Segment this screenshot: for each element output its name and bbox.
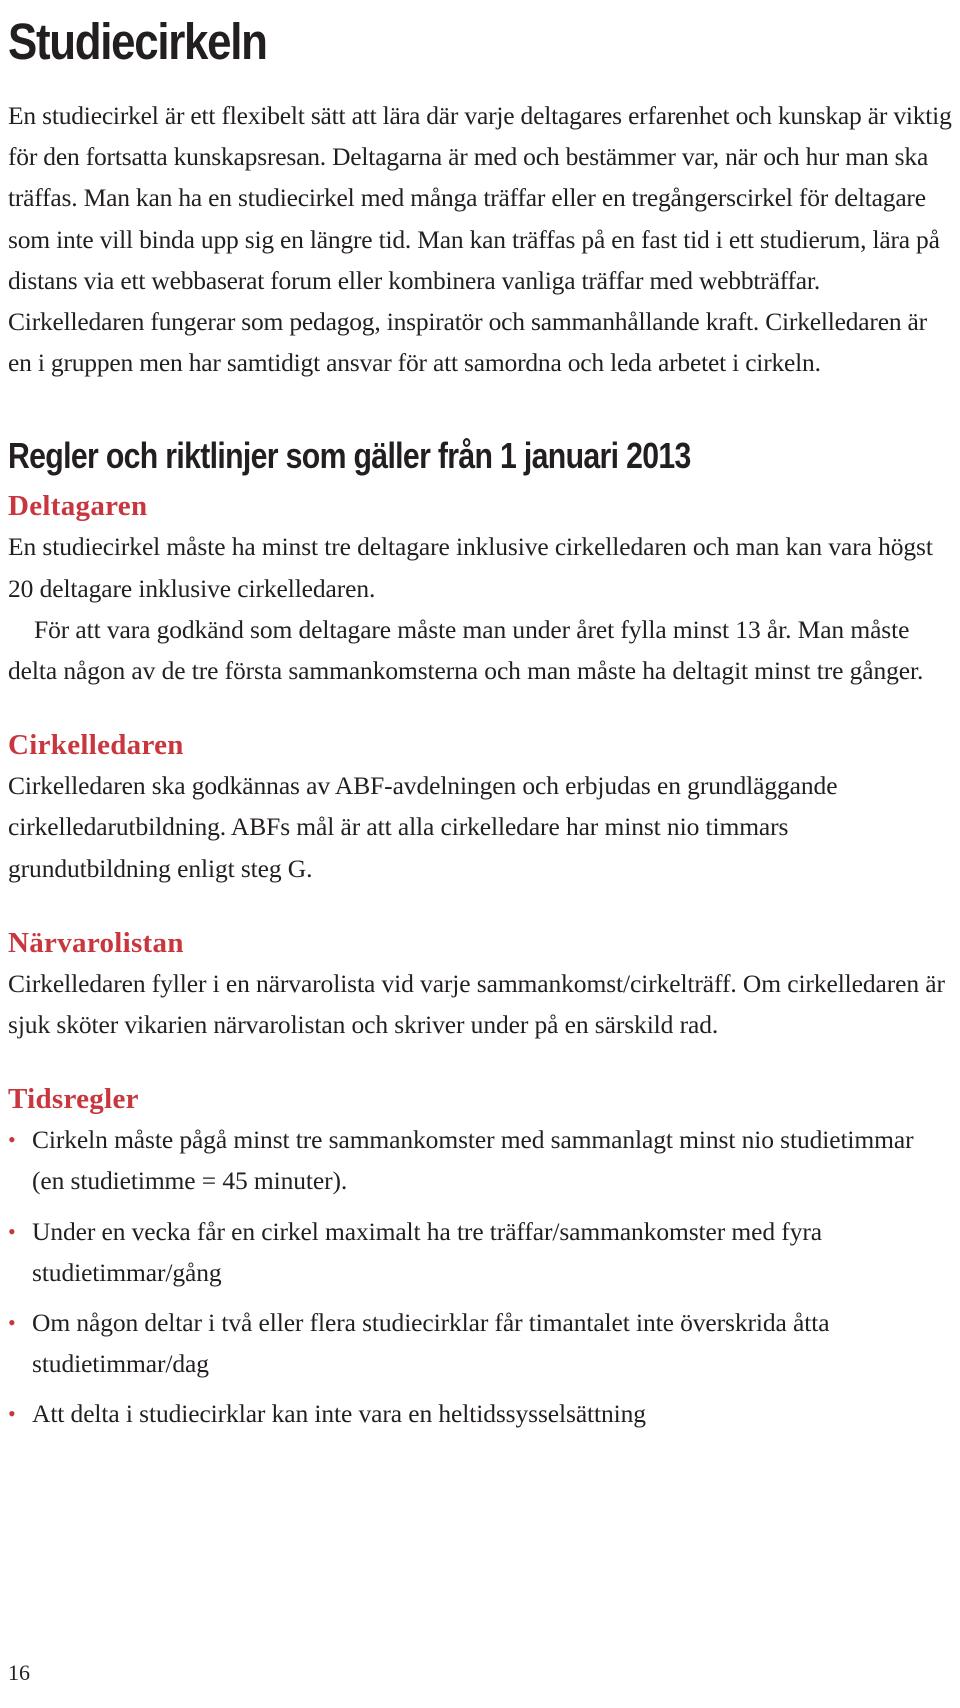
page-title: Studiecirkeln (8, 13, 267, 70)
rules-heading: Regler och riktlinjer som gäller från 1 januari 2013 (8, 435, 691, 477)
bullet-icon: • (8, 1401, 16, 1427)
tidsregler-list (8, 1119, 952, 1434)
section-deltagaren (8, 486, 952, 691)
section-tidsregler (8, 1079, 952, 1434)
section-heading-cirkelledaren: Cirkelledaren (8, 729, 184, 762)
deltagaren-paragraph-1: En studiecirkel måste ha minst tre deltagare inklusive cirkelledaren och man kan vara högst 20 deltagare inklusive cirkelledaren. (8, 532, 933, 603)
bullet-icon: • (8, 1310, 16, 1336)
section-heading-narvarolistan: Närvarolistan (8, 926, 184, 959)
intro-paragraph: En studiecirkel är ett flexibelt sätt att lära där varje deltagares erfarenhet och kunskap är viktig för den fortsatta kunskapsresan. Deltagarna är med och bestämmer var, när och hur man ska träffas. Man kan ha en studiecirkel med många träffar eller en tregångerscirkel för deltagare som inte vill binda upp sig en längre tid. Man kan träffas på en fast tid i ett studierum, lära på distans via ett webbaserat forum eller kombinera vanliga träffar med webbträffar. Cirkelledaren fungerar som pedagog, inspiratör och sammanhållande kraft. Cirkelledaren är en i gruppen men har samtidigt ansvar för att samordna och leda arbetet i cirkeln. (8, 101, 952, 378)
list-item: • Om någon deltar i två eller flera studiecirklar får timantalet inte överskrida åtta studietimmar/dag (8, 1302, 952, 1384)
bullet-icon: • (8, 1127, 16, 1153)
list-item: • Cirkeln måste pågå minst tre sammankomster med sammanlagt minst nio studietimmar (en studietimme = 45 minuter). (8, 1119, 952, 1201)
cirkelledaren-paragraph: Cirkelledaren ska godkännas av ABF-avdelningen och erbjudas en grundläggande cirkelledarutbildning. ABFs mål är att alla cirkelledare har minst nio timmars grundutbildning enligt steg G. (8, 771, 838, 883)
section-cirkelledaren (8, 725, 952, 889)
deltagaren-paragraph-2: För att vara godkänd som deltagare måste man under året fylla minst 13 år. Man måste delta någon av de tre första sammankomsterna och man måste ha deltagit minst tre gånger. (8, 614, 924, 686)
bullet-icon: • (8, 1218, 16, 1244)
section-heading-deltagaren: Deltagaren (8, 490, 148, 523)
narvarolistan-paragraph: Cirkelledaren fyller i en närvarolista vid varje sammankomst/cirkelträff. Om cirkelledaren är sjuk sköter vikarien närvarolistan och skriver under på en särskild rad. (8, 968, 945, 1040)
list-item: • Under en vecka får en cirkel maximalt ha tre träffar/sammankomster med fyra studietimmar/gång (8, 1211, 952, 1293)
section-narvarolistan (8, 923, 952, 1045)
section-heading-tidsregler: Tidsregler (8, 1083, 139, 1116)
list-item: • Att delta i studiecirklar kan inte vara en heltidssysselsättning (8, 1393, 952, 1434)
document-page (8, 0, 952, 1444)
page-number: 16 (8, 1660, 30, 1685)
